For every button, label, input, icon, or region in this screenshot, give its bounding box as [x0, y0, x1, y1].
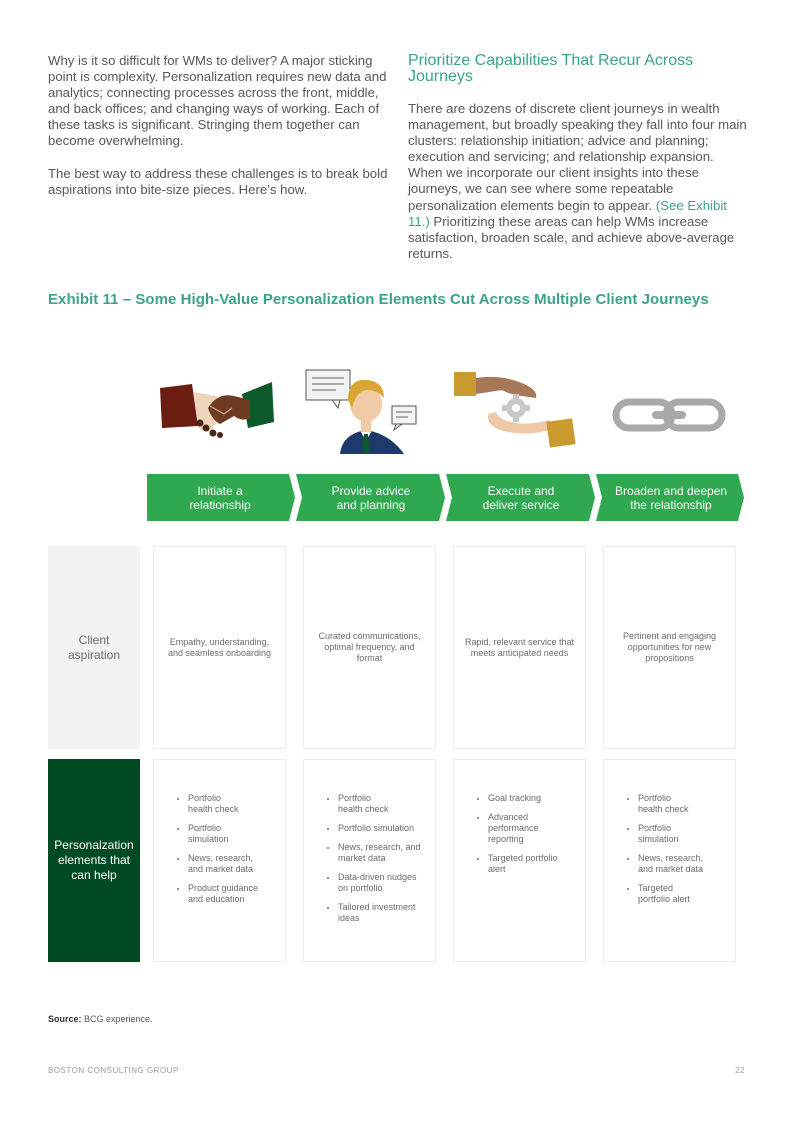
- elements-list: [154, 760, 285, 905]
- advisor-icon: [304, 368, 420, 454]
- intro-paragraph-2: The best way to address these challenges is to break bold aspirations into bite-size pieces. Here’s how.: [48, 165, 388, 197]
- section-body-after: Prioritizing these areas can help WMs increase satisfaction, broaden scale, and achieve above-average returns.: [408, 213, 735, 261]
- stage-execute-service: [448, 474, 594, 521]
- intro-paragraph-1: Why is it so difficult for WMs to deliver? A major sticking point is complexity. Personalization requires new data and analytics; connecting processes across the front, middle, and back offices; and changing ways of working. Each of these tasks is significant. Stringing them together can become overwhelming.: [48, 53, 387, 149]
- list-item: • Portfolio simulation: [638, 823, 729, 845]
- list-item: • Product guidance and education: [188, 883, 279, 905]
- stage-label: Broaden and deepen the relationship: [614, 483, 728, 512]
- list-item: • Tailored investment ideas: [338, 902, 429, 924]
- elements-card: [303, 759, 436, 962]
- aspiration-text: Pertinent and engaging opportunities for new propositions: [622, 631, 717, 663]
- elements-card: [603, 759, 736, 962]
- source-label: Source:: [48, 1014, 82, 1024]
- stage-label: Execute and deliver service: [482, 483, 560, 512]
- list-item: • Portfolio health check: [188, 793, 279, 815]
- stage-advice-planning: [298, 474, 444, 521]
- list-item: • Portfolio simulation: [338, 823, 429, 834]
- list-item: • Targeted portfolio alert: [638, 883, 729, 905]
- aspiration-card: [303, 546, 436, 749]
- aspiration-card: [453, 546, 586, 749]
- list-item: • Targeted portfolio alert: [488, 853, 579, 875]
- list-item: • News, research, and market data: [638, 853, 729, 875]
- section-column: [408, 53, 748, 262]
- exhibit-title: Exhibit 11 – Some High-Value Personalization Elements Cut Across Multiple Client Journeys: [48, 291, 709, 308]
- stage-label: Provide advice and planning: [331, 483, 411, 512]
- source-note: [48, 1014, 153, 1024]
- list-item: • Data-driven nudges on portfolio: [338, 872, 429, 894]
- personalization-elements-label-text: Personalzation elements that can help: [54, 838, 134, 882]
- elements-list: [304, 760, 435, 924]
- list-item: • Portfolio health check: [338, 793, 429, 815]
- footer-org: BOSTON CONSULTING GROUP: [48, 1066, 179, 1075]
- client-aspiration-label: [48, 546, 140, 749]
- handshake-icon: [158, 378, 276, 442]
- list-item: • News, research, and market data: [338, 842, 429, 864]
- stage-initiate-relationship: [147, 474, 293, 521]
- source-text: BCG experience.: [81, 1014, 153, 1024]
- aspiration-text: Empathy, understanding, and seamless onboarding: [167, 636, 272, 658]
- chain-link-icon: [612, 398, 726, 432]
- elements-card: [453, 759, 586, 962]
- personalization-elements-label: [48, 759, 140, 962]
- section-body-before: There are dozens of discrete client journeys in wealth management, but broadly speaking they fall into four main clusters: relationship initiation; advice and planning; execution and servicing; and relationship expansion. When we incorporate our client insights into these journeys, we can see where some repeatable personalization elements begin to appear.: [408, 101, 747, 213]
- list-item: • Goal tracking: [488, 793, 579, 804]
- list-item: • Portfolio simulation: [188, 823, 279, 845]
- stage-label: Initiate a relationship: [189, 483, 251, 512]
- list-item: • News, research, and market data: [188, 853, 279, 875]
- list-item: • Advanced performance reporting: [488, 812, 579, 845]
- intro-column: [48, 53, 388, 214]
- elements-card: [153, 759, 286, 962]
- exhibit-link[interactable]: (See Exhibit 11.): [408, 197, 727, 229]
- aspiration-card: [153, 546, 286, 749]
- elements-list: [604, 760, 735, 905]
- aspiration-text: Curated communications, optimal frequency, and format: [318, 631, 421, 663]
- stage-broaden-relationship: [598, 474, 744, 521]
- section-title: Prioritize Capabilities That Recur Across Journeys: [408, 52, 694, 85]
- list-item: • Portfolio health check: [638, 793, 729, 815]
- client-aspiration-label-text: Client aspiration: [67, 632, 121, 662]
- aspiration-text: Rapid, relevant service that meets anticipated needs: [464, 636, 575, 658]
- page-number: 22: [735, 1066, 745, 1075]
- aspiration-card: [603, 546, 736, 749]
- hands-gear-icon: [452, 368, 576, 450]
- elements-list: [454, 760, 585, 875]
- section-body: [408, 101, 748, 262]
